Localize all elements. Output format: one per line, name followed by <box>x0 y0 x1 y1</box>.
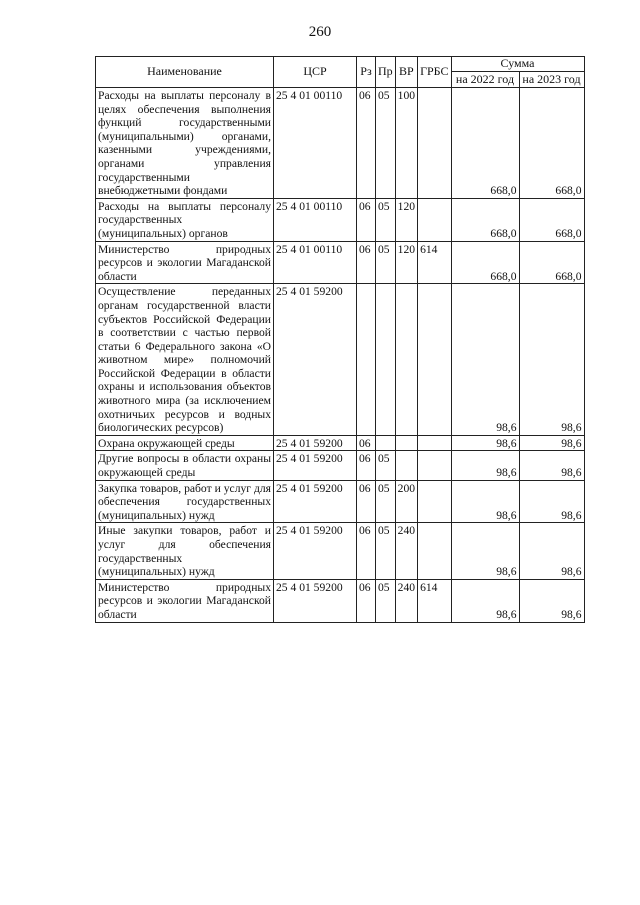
cell-grbs <box>418 523 451 579</box>
cell-name-text: Министерство природных ресурсов и экологии Магаданской области <box>98 242 271 283</box>
page-number: 260 <box>308 24 332 40</box>
cell-vr: 240 <box>395 523 417 579</box>
cell-pr: 05 <box>376 523 396 579</box>
cell-name-text: Закупка товаров, работ и услуг для обеспечения государственных (муниципальных) нужд <box>98 481 271 522</box>
cell-rz: 06 <box>357 451 376 480</box>
table-row <box>96 284 585 436</box>
cell-rz: 06 <box>357 198 376 241</box>
cell-sum-2022: 98,6 <box>451 451 519 480</box>
cell-name-text: Расходы на выплаты персоналу государственных (муниципальных) органов <box>98 199 271 240</box>
cell-grbs <box>418 435 451 451</box>
cell-csr: 25 4 01 59200 <box>274 284 357 436</box>
cell-rz: 06 <box>357 523 376 579</box>
cell-sum-2022: 98,6 <box>451 523 519 579</box>
cell-name-text: Министерство природных ресурсов и экологии Магаданской области <box>98 580 271 621</box>
header-vr: ВР <box>395 57 417 88</box>
cell-pr: 05 <box>376 579 396 622</box>
cell-pr: 05 <box>376 241 396 284</box>
header-year-2023: на 2023 год <box>519 72 584 88</box>
cell-pr: 05 <box>376 88 396 199</box>
cell-sum-2023: 668,0 <box>519 241 584 284</box>
cell-name <box>96 241 274 284</box>
table-row <box>96 480 585 523</box>
header-name: Наименование <box>96 57 274 88</box>
cell-sum-2022: 98,6 <box>451 435 519 451</box>
table-row <box>96 435 585 451</box>
table-body <box>96 88 585 623</box>
cell-grbs <box>418 451 451 480</box>
cell-sum-2023: 668,0 <box>519 88 584 199</box>
cell-sum-2023: 98,6 <box>519 284 584 436</box>
table-row <box>96 451 585 480</box>
cell-pr: 05 <box>376 480 396 523</box>
cell-sum-2022: 98,6 <box>451 579 519 622</box>
cell-grbs <box>418 480 451 523</box>
cell-vr: 100 <box>395 88 417 199</box>
header-sum: Сумма <box>451 57 584 72</box>
cell-vr <box>395 284 417 436</box>
table-row <box>96 523 585 579</box>
cell-sum-2023: 98,6 <box>519 579 584 622</box>
cell-rz: 06 <box>357 579 376 622</box>
cell-name <box>96 480 274 523</box>
cell-rz: 06 <box>357 88 376 199</box>
cell-sum-2022: 98,6 <box>451 284 519 436</box>
cell-name <box>96 88 274 199</box>
cell-pr <box>376 284 396 436</box>
cell-csr: 25 4 01 59200 <box>274 451 357 480</box>
cell-csr: 25 4 01 00110 <box>274 198 357 241</box>
cell-sum-2023: 98,6 <box>519 480 584 523</box>
cell-name-text: Расходы на выплаты персоналу в целях обеспечения выполнения функций государственными (муниципальными) органами, казенными учреждениями, органами управления государственными внебюджетными фондами <box>98 89 271 198</box>
cell-csr: 25 4 01 59200 <box>274 435 357 451</box>
cell-name <box>96 523 274 579</box>
cell-rz: 06 <box>357 480 376 523</box>
cell-sum-2022: 668,0 <box>451 198 519 241</box>
header-pr: Пр <box>376 57 396 88</box>
cell-name <box>96 198 274 241</box>
cell-name-text: Иные закупки товаров, работ и услуг для обеспечения государственных (муниципальных) нужд <box>98 524 271 579</box>
cell-name <box>96 451 274 480</box>
table-row <box>96 241 585 284</box>
header-rz: Рз <box>357 57 376 88</box>
cell-grbs <box>418 284 451 436</box>
cell-vr <box>395 451 417 480</box>
cell-grbs: 614 <box>418 579 451 622</box>
cell-csr: 25 4 01 59200 <box>274 579 357 622</box>
cell-sum-2023: 98,6 <box>519 451 584 480</box>
cell-vr: 120 <box>395 241 417 284</box>
table-header <box>96 57 585 88</box>
cell-sum-2023: 668,0 <box>519 198 584 241</box>
cell-sum-2022: 668,0 <box>451 241 519 284</box>
cell-sum-2023: 98,6 <box>519 435 584 451</box>
cell-grbs <box>418 198 451 241</box>
cell-vr: 120 <box>395 198 417 241</box>
cell-csr: 25 4 01 59200 <box>274 523 357 579</box>
cell-sum-2023: 98,6 <box>519 523 584 579</box>
cell-vr: 240 <box>395 579 417 622</box>
cell-csr: 25 4 01 00110 <box>274 88 357 199</box>
cell-pr: 05 <box>376 451 396 480</box>
cell-name <box>96 435 274 451</box>
table-row <box>96 198 585 241</box>
cell-rz <box>357 284 376 436</box>
cell-grbs: 614 <box>418 241 451 284</box>
cell-vr <box>395 435 417 451</box>
header-grbs: ГРБС <box>418 57 451 88</box>
cell-name <box>96 284 274 436</box>
cell-name-text: Осуществление переданных органам государственной власти субъектов Российской Федерации в соответствии с частью первой статьи 6 Федерального закона «О животном мире» полномочий Российской Федерации в области охраны и использования объектов животного мира (за исключением охотничьих ресурсов и водных биологических ресурсов) <box>98 285 271 435</box>
table-row <box>96 88 585 199</box>
cell-csr: 25 4 01 59200 <box>274 480 357 523</box>
cell-name-text: Охрана окружающей среды <box>98 436 235 450</box>
table-row <box>96 579 585 622</box>
header-csr: ЦСР <box>274 57 357 88</box>
cell-sum-2022: 98,6 <box>451 480 519 523</box>
cell-name <box>96 579 274 622</box>
cell-sum-2022: 668,0 <box>451 88 519 199</box>
cell-pr <box>376 435 396 451</box>
cell-csr: 25 4 01 00110 <box>274 241 357 284</box>
budget-table <box>95 56 585 623</box>
cell-grbs <box>418 88 451 199</box>
header-year-2022: на 2022 год <box>451 72 519 88</box>
cell-name-text: Другие вопросы в области охраны окружающей среды <box>98 452 271 480</box>
cell-vr: 200 <box>395 480 417 523</box>
cell-rz: 06 <box>357 241 376 284</box>
cell-pr: 05 <box>376 198 396 241</box>
cell-rz: 06 <box>357 435 376 451</box>
